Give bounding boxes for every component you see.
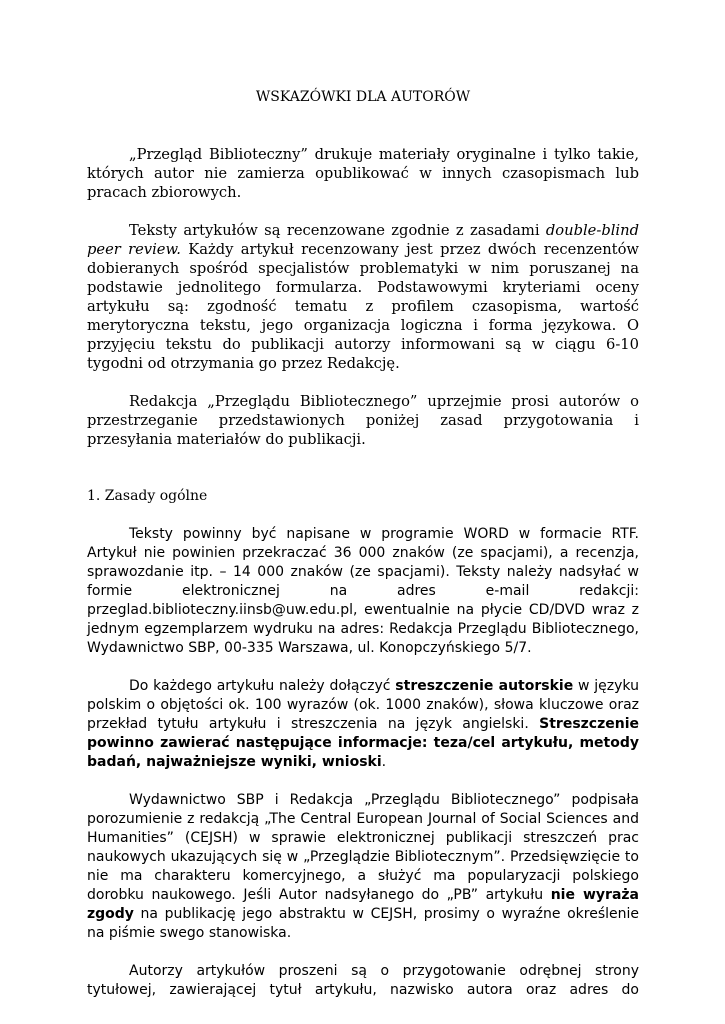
paragraph-original-materials: „Przegląd Biblioteczny” drukuje materiały oryginalne i tylko takie, których autor nie zamierza opublikować w innych czasopismach lub pracach zbiorowych. — [87, 146, 639, 201]
peer-review-text-a: Teksty artykułów są recenzowane zgodnie z zasadami — [129, 222, 546, 239]
peer-review-text-c: Każdy artykuł recenzowany jest przez dwóch recenzentów dobieranych spośród specjalistów problematyki w nim poruszanej na podstawie jednolitego formularza. Podstawowymi kryteriami oceny artykułu są: zgodność tematu z profilem czasopisma, wartość merytoryczna tekstu, jego organizacja logiczna i forma językowa. O przyjęciu tekstu do publikacji autorzy informowani są w ciągu 6-10 tygodni od otrzymania go przez Redakcję. — [87, 241, 640, 372]
paragraph-cejsh — [87, 791, 639, 943]
paragraph-editorial-request: Redakcja „Przeglądu Bibliotecznego” uprzejmie prosi autorów o przestrzeganie przedstawionych poniżej zasad przygotowania i przesyłania materiałów do publikacji. — [87, 393, 639, 448]
abstract-bold-d: Streszczenie powinno zawierać następujące informacje: teza/cel artykułu, metody badań, najważniejsze wyniki, wnioski — [87, 716, 639, 770]
abstract-text-a: Do każdego artykułu należy dołączyć — [129, 678, 396, 694]
abstract-text-c: w języku polskim o objętości ok. 100 wyrazów (ok. 1000 znaków), słowa kluczowe oraz przekład tytułu artykułu i streszczenia na język angielski. — [87, 678, 639, 732]
cejsh-text-a: Wydawnictwo SBP i Redakcja „Przeglądu Bibliotecznego” podpisała porozumienie z redakcją „The Central European Journal of Social Sciences and Humanities” (CEJSH) w sprawie elektronicznej publikacji streszczeń prac naukowych ukazujących się w „Przeglądzie Bibliotecznym”. Przedsięwzięcie to nie ma charakteru komercyjnego, a służyć ma popularyzacji polskiego dorobku naukowego. Jeśli Autor nadsyłanego do „PB” artykułu — [87, 792, 639, 903]
paragraph-title-page: Autorzy artykułów proszeni są o przygotowanie odrębnej strony tytułowej, zawierającej tytuł artykułu, nazwisko autora oraz adres do — [87, 963, 639, 998]
paragraph-text-format: Teksty powinny być napisane w programie WORD w formacie RTF. Artykuł nie powinien przekraczać 36 000 znaków (ze spacjami), a recenzja, sprawozdanie itp. – 14 000 znaków (ze spacjami). Teksty należy nadsyłać w formie elektronicznej na adres e-mail redakcji: przeglad.biblioteczny.iinsb@uw.edu.pl, ewentualnie na płycie CD/DVD wraz z jednym egzemplarzem wydruku na adres: Redakcja Przeglądu Bibliotecznego, Wydawnictwo SBP, 00-335 Warszawa, ul. Konopczyńskiego 5/7. — [87, 526, 639, 656]
cejsh-bold-b: nie wyraża zgody — [87, 887, 639, 922]
document-title: WSKAZÓWKI DLA AUTORÓW — [255, 89, 471, 105]
abstract-bold-b: streszczenie autorskie — [395, 678, 574, 694]
paragraph-abstract — [87, 677, 639, 772]
section-heading-general-rules: 1. Zasady ogólne — [87, 488, 208, 504]
abstract-text-e: . — [381, 754, 387, 770]
paragraph-peer-review — [87, 221, 639, 373]
peer-review-emphasis: double-blind peer review. — [87, 222, 639, 258]
cejsh-text-c: na publikację jego abstraktu w CEJSH, prosimy o wyraźne określenie na piśmie swego stanowiska. — [87, 906, 639, 941]
